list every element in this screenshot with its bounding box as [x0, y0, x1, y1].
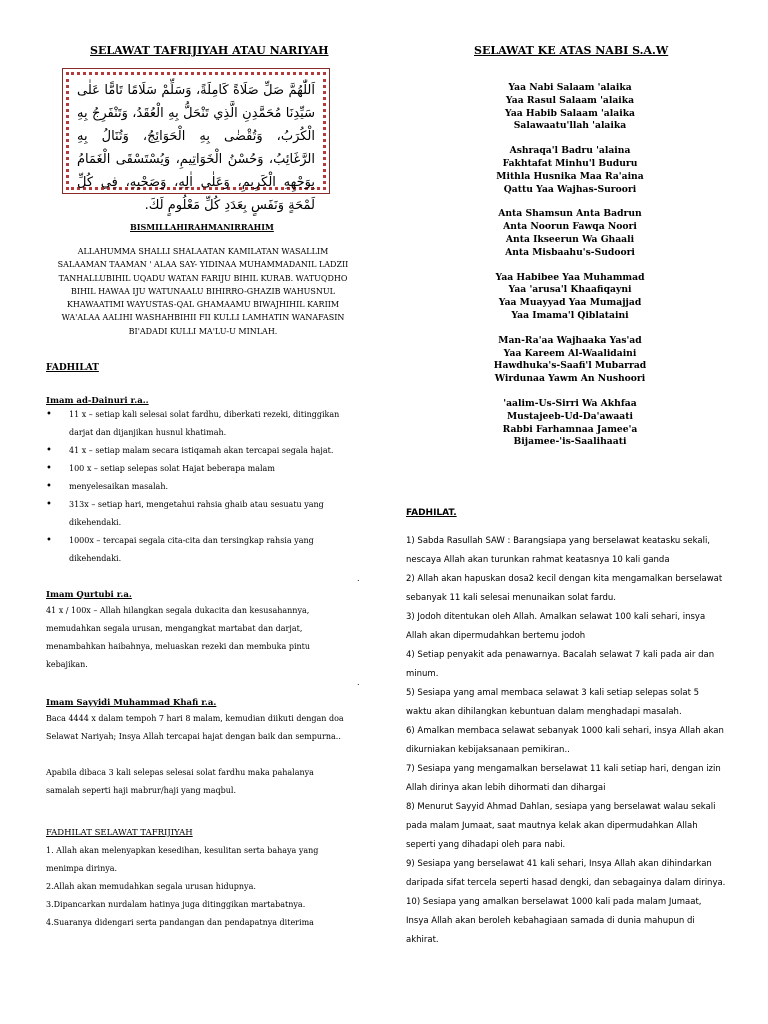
list-item: 3) Jodoh ditentukan oleh Allah. Amalkan selawat 100 kali sehari, insya Allah akan dipermudahkan bertemu jodoh: [406, 612, 706, 641]
poem-stanza: [440, 208, 700, 259]
stray-dot: .: [357, 678, 360, 687]
list-item: 2) Allah akan hapuskan dosa2 kecil dengan kita mengamalkan berselawat sebanyak 11 kali selesai menunaikan solat fardu.: [406, 574, 723, 603]
right-title: SELAWAT KE ATAS NABI S.A.W: [474, 44, 669, 57]
poem-stanza: [440, 82, 700, 133]
poem-line: Fakhtafat Minhu'l Buduru: [502, 157, 638, 169]
list-item: 4) Setiap penyakit ada penawarnya. Bacalah selawat 7 kali pada air dan minum.: [406, 650, 715, 679]
poem-line: Bijamee-'is-Saalihaati: [513, 436, 627, 448]
list-item: 6) Amalkan membaca selawat sebanyak 1000 kali sehari, insya Allah akan dikurniakan kebijaksanaan pemikiran..: [406, 726, 724, 755]
stray-dot: .: [357, 574, 360, 583]
bismillah-heading: BISMILLAHIRAHMANIRRAHIM: [130, 222, 274, 232]
arabic-selawat-text: اَللّٰهُمَّ صَلِّ صَلَاةً كَامِلَةً، وَسَلِّمْ سَلَامًا تَامًّا عَلٰى سَيِّدِنَا مُحَمَّدِنِ الَّذِي تَنْحَلُّ بِهِ الْعُقَدُ، وَتَنْفَرِجُ بِهِ الْكُرَبُ، وَتُقْضٰى بِهِ الْحَوَائِجُ، وَتُنَالُ بِهِ الرَّغَائِبُ، وَحُسْنُ الْخَوَاتِيمِ، وَيُسْتَسْقَى الْغَمَامُ بِوَجْهِهِ الْكَرِيمِ، وَعَلٰى اٰلِهِ، وَصَحْبِهِ، فِي كُلِّ لَمْحَةٍ وَنَفَسٍ بِعَدَدِ كُلِّ مَعْلُومٍ لَكَ.: [66, 72, 326, 190]
imam-dainuri-list: [46, 406, 346, 568]
translit-line: BIHIL HAWAA IJU WATUNAALU BIHIRRO-GHAZIB WAHUSNUL: [71, 286, 335, 296]
imam-khafi-text-1: Baca 4444 x dalam tempoh 7 hari 8 malam, kemudian diikuti dengan doa Selawat Nariyah; Insya Allah tercapai hajat dengan baik dan sempurna..: [46, 714, 344, 741]
imam-khafi-text-2: Apabila dibaca 3 kali selepas selesai solat fardhu maka pahalanya samalah seperti haji mabrur/haji yang maqbul.: [46, 768, 314, 795]
poem-line: Anta Misbaahu's-Sudoori: [505, 246, 635, 258]
poem-line: Ashraqa'l Badru 'alaina: [509, 145, 631, 157]
imam-qurtubi-text: 41 x / 100x – Allah hilangkan segala dukacita dan kesusahannya, memudahkan segala urusan, mengangkat martabat dan darjat, menambahkan haibahnya, meluaskan rezeki dan membuka pintu kebajikan.: [46, 606, 311, 669]
poem-line: Anta Shamsun Anta Badrun: [498, 208, 642, 220]
translit-line: KHAWAATIMI WAYUSTAS-QAL GHAMAAMU BIWAJHIHIL KARIIM: [66, 300, 340, 310]
imam-khafi-heading: Imam Sayyidi Muhammad Khafi r.a.: [46, 698, 217, 708]
translit-line: SALAAMAN TAAMAN ' ALAA SAY- YIDINAA MUHAMMADANIL LADZII: [57, 260, 349, 270]
selawat-poem: [440, 82, 700, 461]
poem-line: Anta Noorun Fawqa Noori: [503, 221, 637, 233]
poem-line: 'aalim-Us-Sirri Wa Akhfaa: [503, 397, 637, 409]
poem-line: Yaa Habibee Yaa Muhammad: [495, 271, 645, 283]
fadhilat-tafrijiyah-list: [46, 842, 346, 932]
poem-line: Rabbi Farhamnaa Jamee'a: [502, 423, 638, 435]
right-fadhilat-heading: FADHILAT.: [406, 508, 457, 518]
list-item: 1. Allah akan melenyapkan kesedihan, kesulitan serta bahaya yang menimpa dirinya.: [46, 846, 319, 873]
list-item: • menyelesaikan masalah.: [46, 478, 346, 496]
poem-line: Wirdunaa Yawm An Nushoori: [494, 373, 646, 385]
list-item: • 11 x – setiap kali selesai solat fardhu, diberkati rezeki, ditinggikan darjat dan dijanjikan husnul khatimah.: [46, 406, 346, 442]
poem-stanza: [440, 335, 700, 386]
transliteration: [44, 245, 362, 338]
poem-line: Yaa Habib Salaam 'alaika: [504, 107, 636, 119]
poem-line: Yaa Nabi Salaam 'alaika: [508, 82, 632, 93]
poem-line: Hawdhuka's-Saafi'l Mubarrad: [493, 360, 647, 372]
imam-dainuri-heading: Imam ad-Dainuri r.a..: [46, 396, 149, 406]
fadhilat-tafrijiyah-heading: FADHILAT SELAWAT TAFRIJIYAH: [46, 828, 193, 838]
poem-line: Man-Ra'aa Wajhaaka Yas'ad: [498, 334, 642, 346]
list-item: • 313x – setiap hari, mengetahui rahsia ghaib atau sesuatu yang dikehendaki.: [46, 496, 346, 532]
poem-line: Yaa Muayyad Yaa Mumajjad: [498, 297, 642, 309]
translit-line: WA'ALAA AALIHI WASHAHBIHII FII KULLI LAMHATIN WANAFASIN: [61, 313, 345, 323]
list-item: • 1000x – tercapai segala cita-cita dan tersingkap rahsia yang dikehendaki.: [46, 532, 346, 568]
translit-line: BI'ADADI KULLI MA'LU-U MINLAH.: [128, 326, 278, 336]
list-item: • 100 x – setiap selepas solat Hajat beberapa malam: [46, 460, 346, 478]
poem-line: Yaa Imama'l Qiblataini: [511, 309, 629, 321]
poem-stanza: [440, 398, 700, 449]
poem-line: Mustajeeb-Ud-Da'awaati: [507, 410, 633, 422]
list-item: • 41 x – setiap malam secara istiqamah akan tercapai segala hajat.: [46, 442, 346, 460]
list-item: 4.Suaranya didengari serta pandangan dan pendapatnya diterima: [46, 918, 314, 927]
poem-stanza: [440, 145, 700, 196]
poem-line: Mithla Husnika Maa Ra'aina: [496, 170, 644, 182]
list-item: 10) Sesiapa yang amalkan berselawat 1000 kali pada malam Jumaat, Insya Allah akan beroleh kebahagiaan samada di dunia mahupun di akhirat.: [406, 897, 702, 945]
list-item: 5) Sesiapa yang amal membaca selawat 3 kali setiap selepas solat 5 waktu akan dihilangkan kebuntuan dalam menghadapi masalah.: [406, 688, 700, 717]
poem-line: Salawaatu'llah 'alaika: [513, 120, 627, 132]
poem-line: Yaa Rasul Salaam 'alaika: [505, 94, 635, 106]
left-title: SELAWAT TAFRIJIYAH ATAU NARIYAH: [90, 44, 329, 57]
list-item: 9) Sesiapa yang berselawat 41 kali sehari, Insya Allah akan dihindarkan daripada sifat tercela seperti hasad dengki, dan sebagainya dalam dirinya.: [406, 859, 726, 888]
arabic-text-frame: [62, 68, 330, 213]
list-item: 1) Sabda Rasullah SAW : Barangsiapa yang berselawat keatasku sekali, nescaya Allah akan turunkan rahmat keatasnya 10 kali ganda: [406, 536, 711, 565]
list-item: 2.Allah akan memudahkan segala urusan hidupnya.: [46, 882, 256, 891]
list-item: 8) Menurut Sayyid Ahmad Dahlan, sesiapa yang berselawat walau sekali pada malam Jumaat, saat mautnya kelak akan dipermudahkan Allah seperti yang dihadapi oleh para nabi.: [406, 802, 716, 850]
list-item: 3.Dipancarkan nurdalam hatinya juga ditinggikan martabatnya.: [46, 900, 306, 909]
right-fadhilat-list: [406, 532, 726, 950]
poem-line: Anta Ikseerun Wa Ghaali: [505, 233, 635, 245]
translit-line: ALLAHUMMA SHALLI SHALAATAN KAMILATAN WASALLIM: [77, 247, 329, 256]
translit-line: TANHALLUBIHIL UQADU WATAN FARIJU BIHIL KURAB. WATUQDHO: [58, 273, 348, 283]
poem-stanza: [440, 272, 700, 323]
poem-line: Yaa Kareem Al-Waalidaini: [503, 347, 637, 359]
list-item: 7) Sesiapa yang mengamalkan berselawat 11 kali setiap hari, dengan izin Allah dirinya akan lebih dihormati dan dihargai: [406, 764, 721, 793]
fadhilat-heading: FADHILAT: [46, 363, 99, 373]
poem-line: Qattu Yaa Wajhas-Suroori: [503, 183, 637, 195]
poem-line: Yaa 'arusa'l Khaafiqayni: [508, 284, 632, 296]
imam-qurtubi-heading: Imam Qurtubi r.a.: [46, 590, 132, 600]
